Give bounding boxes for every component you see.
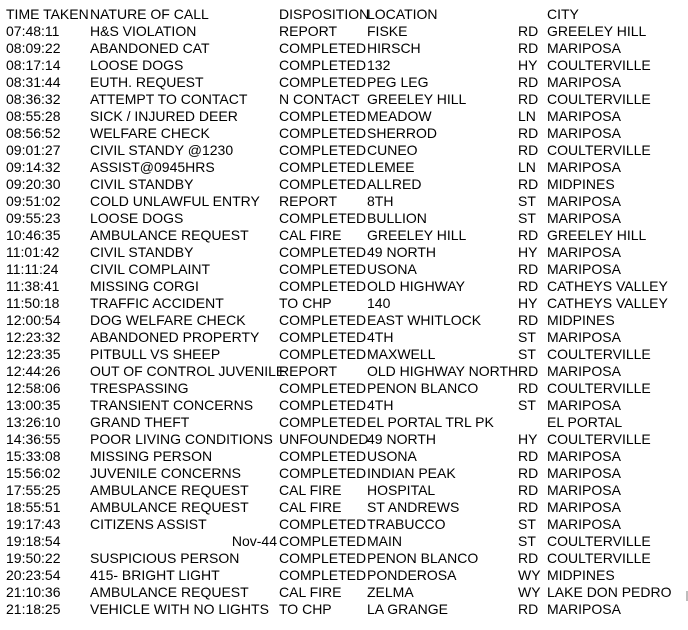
disposition-cell: COMPLETED	[279, 414, 367, 430]
table-row	[0, 465, 688, 482]
disposition-cell: COMPLETED	[279, 567, 367, 583]
disposition-cell: COMPLETED	[279, 329, 367, 345]
street-suffix-cell: RD	[518, 142, 539, 158]
street-suffix-cell: RD	[518, 227, 539, 243]
table-row	[0, 142, 688, 159]
time-cell: 21:18:25	[6, 601, 61, 617]
disposition-cell: REPORT	[279, 193, 338, 209]
location-cell: TRABUCCO	[367, 516, 446, 532]
nature-cell: OUT OF CONTROL JUVENILE	[90, 363, 286, 379]
table-row	[0, 295, 688, 312]
location-cell: EAST WHITLOCK	[367, 312, 482, 328]
table-row	[0, 108, 688, 125]
nature-cell: ABANDONED CAT	[90, 40, 210, 56]
nature-cell: AMBULANCE REQUEST	[90, 499, 249, 515]
street-suffix-cell: RD	[518, 23, 539, 39]
header-nature-of-call: NATURE OF CALL	[90, 6, 209, 22]
street-suffix-cell: RD	[518, 550, 539, 566]
header-location: LOCATION	[367, 6, 438, 22]
location-cell: ALLRED	[367, 176, 422, 192]
street-suffix-cell: RD	[518, 465, 539, 481]
time-cell: 11:01:42	[6, 244, 60, 260]
time-cell: 08:31:44	[6, 74, 61, 90]
location-cell: PONDEROSA	[367, 567, 457, 583]
time-cell: 12:44:26	[6, 363, 61, 379]
disposition-cell: COMPLETED	[279, 448, 367, 464]
table-row	[0, 210, 688, 227]
city-cell: MARIPOSA	[547, 125, 621, 141]
city-cell: MIDPINES	[547, 176, 615, 192]
table-row	[0, 244, 688, 261]
header-row	[0, 6, 688, 23]
disposition-cell: COMPLETED	[279, 278, 367, 294]
time-cell: 09:01:27	[6, 142, 61, 158]
location-cell: LEMEE	[367, 159, 415, 175]
street-suffix-cell: RD	[518, 601, 539, 617]
street-suffix-cell: RD	[518, 125, 539, 141]
time-cell: 10:46:35	[6, 227, 61, 243]
nature-cell: POOR LIVING CONDITIONS	[90, 431, 273, 447]
city-cell: COULTERVILLE	[547, 346, 651, 362]
location-cell: 4TH	[367, 329, 394, 345]
time-cell: 08:56:52	[6, 125, 61, 141]
city-cell: MARIPOSA	[547, 193, 621, 209]
location-cell: BULLION	[367, 210, 427, 226]
street-suffix-cell: HY	[518, 244, 538, 260]
nature-cell: SUSPICIOUS PERSON	[90, 550, 240, 566]
disposition-cell: COMPLETED	[279, 74, 367, 90]
time-cell: 11:11:24	[6, 261, 59, 277]
time-cell: 12:58:06	[6, 380, 61, 396]
nature-cell: AMBULANCE REQUEST	[90, 584, 249, 600]
street-suffix-cell: RD	[518, 91, 539, 107]
table-row	[0, 499, 688, 516]
time-cell: 19:50:22	[6, 550, 61, 566]
table-row	[0, 40, 688, 57]
disposition-cell: COMPLETED	[279, 465, 367, 481]
table-row	[0, 414, 688, 431]
nature-cell: WELFARE CHECK	[90, 125, 210, 141]
table-row	[0, 380, 688, 397]
city-cell: MARIPOSA	[547, 601, 621, 617]
location-cell: PEG LEG	[367, 74, 429, 90]
table-row	[0, 329, 688, 346]
time-cell: 21:10:36	[6, 584, 61, 600]
table-row	[0, 533, 688, 550]
city-cell: MIDPINES	[547, 567, 615, 583]
table-row	[0, 193, 688, 210]
table-row	[0, 482, 688, 499]
location-cell: USONA	[367, 261, 417, 277]
location-cell: 49 NORTH	[367, 431, 436, 447]
street-suffix-cell: ST	[518, 346, 536, 362]
location-cell: INDIAN PEAK	[367, 465, 456, 481]
disposition-cell: COMPLETED	[279, 550, 367, 566]
nature-cell: CITIZENS ASSIST	[90, 516, 207, 532]
location-cell: FISKE	[367, 23, 408, 39]
street-suffix-cell: ST	[518, 329, 536, 345]
disposition-cell: COMPLETED	[279, 210, 367, 226]
table-row	[0, 125, 688, 142]
city-cell: EL PORTAL	[547, 414, 623, 430]
nature-cell: TRANSIENT CONCERNS	[90, 397, 254, 413]
disposition-cell: COMPLETED	[279, 397, 367, 413]
location-cell: MAXWELL	[367, 346, 436, 362]
city-cell: MARIPOSA	[547, 244, 621, 260]
location-cell: HOSPITAL	[367, 482, 436, 498]
street-suffix-cell: ST	[518, 210, 536, 226]
disposition-cell: REPORT	[279, 363, 338, 379]
time-cell: 13:00:35	[6, 397, 61, 413]
location-cell: USONA	[367, 448, 417, 464]
table-row	[0, 567, 688, 584]
time-cell: 11:38:41	[6, 278, 60, 294]
city-cell: MARIPOSA	[547, 397, 621, 413]
table-row	[0, 159, 688, 176]
street-suffix-cell: RD	[518, 261, 539, 277]
time-cell: 08:17:14	[6, 57, 61, 73]
city-cell: COULTERVILLE	[547, 91, 651, 107]
time-cell: 11:50:18	[6, 295, 60, 311]
nature-cell: COLD UNLAWFUL ENTRY	[90, 193, 260, 209]
city-cell: MARIPOSA	[547, 465, 621, 481]
city-cell: MARIPOSA	[547, 210, 621, 226]
street-suffix-cell: RD	[518, 363, 539, 379]
location-cell: 4TH	[367, 397, 394, 413]
nature-cell: ABANDONED PROPERTY	[90, 329, 260, 345]
city-cell: MARIPOSA	[547, 40, 621, 56]
location-cell: MEADOW	[367, 108, 432, 124]
city-cell: MARIPOSA	[547, 448, 621, 464]
street-suffix-cell: WY	[518, 584, 541, 600]
city-cell: COULTERVILLE	[547, 142, 651, 158]
city-cell: MARIPOSA	[547, 261, 621, 277]
time-cell: 08:09:22	[6, 40, 61, 56]
location-cell: 132	[367, 57, 391, 73]
nature-cell: CIVIL COMPLAINT	[90, 261, 211, 277]
nature-cell: 415- BRIGHT LIGHT	[90, 567, 220, 583]
nature-cell: TRAFFIC ACCIDENT	[90, 295, 224, 311]
street-suffix-cell: LN	[518, 159, 536, 175]
time-cell: 20:23:54	[6, 567, 61, 583]
table-row	[0, 346, 688, 363]
city-cell: MARIPOSA	[547, 499, 621, 515]
nature-cell: PITBULL VS SHEEP	[90, 346, 221, 362]
location-cell: PENON BLANCO	[367, 380, 479, 396]
table-row	[0, 23, 688, 40]
time-cell: 13:26:10	[6, 414, 61, 430]
location-cell: OLD HIGHWAY NORTH	[367, 363, 519, 379]
table-row	[0, 227, 688, 244]
street-suffix-cell: HY	[518, 295, 538, 311]
time-cell: 08:36:32	[6, 91, 61, 107]
city-cell: COULTERVILLE	[547, 57, 651, 73]
street-suffix-cell: ST	[518, 397, 536, 413]
time-cell: 19:18:54	[6, 533, 61, 549]
location-cell: MAIN	[367, 533, 402, 549]
city-cell: CATHEYS VALLEY	[547, 295, 668, 311]
city-cell: LAKE DON PEDRO	[547, 584, 672, 600]
disposition-cell: UNFOUNDED	[279, 431, 369, 447]
time-cell: 09:14:32	[6, 159, 61, 175]
city-cell: MARIPOSA	[547, 516, 621, 532]
location-cell: ST ANDREWS	[367, 499, 460, 515]
city-cell: COULTERVILLE	[547, 533, 651, 549]
street-suffix-cell: RD	[518, 176, 539, 192]
disposition-cell: COMPLETED	[279, 57, 367, 73]
location-cell: GREELEY HILL	[367, 91, 467, 107]
nature-cell: LOOSE DOGS	[90, 210, 184, 226]
disposition-cell: CAL FIRE	[279, 499, 342, 515]
city-cell: COULTERVILLE	[547, 431, 651, 447]
location-cell: LA GRANGE	[367, 601, 448, 617]
city-cell: GREELEY HILL	[547, 23, 647, 39]
nature-cell: TRESPASSING	[90, 380, 189, 396]
header-city: CITY	[547, 6, 579, 22]
disposition-cell: CAL FIRE	[279, 227, 342, 243]
nature-cell: LOOSE DOGS	[90, 57, 184, 73]
city-cell: MIDPINES	[547, 312, 615, 328]
time-cell: 12:23:32	[6, 329, 61, 345]
street-suffix-cell: RD	[518, 499, 539, 515]
city-cell: GREELEY HILL	[547, 227, 647, 243]
time-cell: 14:36:55	[6, 431, 61, 447]
location-cell: PENON BLANCO	[367, 550, 479, 566]
nature-cell: ASSIST@0945HRS	[90, 159, 215, 175]
table-row	[0, 431, 688, 448]
nature-cell: MISSING CORGI	[90, 278, 199, 294]
disposition-cell: COMPLETED	[279, 108, 367, 124]
nature-cell: EUTH. REQUEST	[90, 74, 204, 90]
street-suffix-cell: RD	[518, 482, 539, 498]
city-cell: COULTERVILLE	[547, 380, 651, 396]
time-cell: 18:55:51	[6, 499, 61, 515]
time-cell: 09:20:30	[6, 176, 61, 192]
nature-cell: SICK / INJURED DEER	[90, 108, 238, 124]
street-suffix-cell: LN	[518, 108, 536, 124]
location-cell: EL PORTAL TRL PK	[367, 414, 494, 430]
table-row	[0, 176, 688, 193]
street-suffix-cell: RD	[518, 40, 539, 56]
table-row	[0, 601, 688, 618]
table-row	[0, 448, 688, 465]
disposition-cell: COMPLETED	[279, 40, 367, 56]
city-cell: MARIPOSA	[547, 74, 621, 90]
location-cell: HIRSCH	[367, 40, 421, 56]
time-cell: 15:33:08	[6, 448, 61, 464]
table-row	[0, 261, 688, 278]
table-row	[0, 397, 688, 414]
disposition-cell: COMPLETED	[279, 176, 367, 192]
disposition-cell: CAL FIRE	[279, 482, 342, 498]
disposition-cell: COMPLETED	[279, 159, 367, 175]
disposition-cell: COMPLETED	[279, 516, 367, 532]
city-cell: MARIPOSA	[547, 108, 621, 124]
time-cell: 17:55:25	[6, 482, 61, 498]
location-cell: 8TH	[367, 193, 394, 209]
location-cell: 140	[367, 295, 391, 311]
city-cell: MARIPOSA	[547, 159, 621, 175]
table-row	[0, 312, 688, 329]
disposition-cell: COMPLETED	[279, 380, 367, 396]
disposition-cell: TO CHP	[279, 601, 332, 617]
header-time-taken: TIME TAKEN	[6, 6, 89, 22]
table-row	[0, 516, 688, 533]
disposition-cell: COMPLETED	[279, 346, 367, 362]
street-suffix-cell: HY	[518, 57, 538, 73]
table-row	[0, 74, 688, 91]
nature-cell: CIVIL STANDBY	[90, 244, 194, 260]
table-row	[0, 550, 688, 567]
location-cell: ZELMA	[367, 584, 414, 600]
street-suffix-cell: HY	[518, 431, 538, 447]
time-cell: 08:55:28	[6, 108, 61, 124]
time-cell: 07:48:11	[6, 23, 60, 39]
location-cell: CUNEO	[367, 142, 418, 158]
table-row	[0, 91, 688, 108]
street-suffix-cell: RD	[518, 312, 539, 328]
time-cell: 09:51:02	[6, 193, 61, 209]
nature-cell: H&S VIOLATION	[90, 23, 197, 39]
disposition-cell: REPORT	[279, 23, 338, 39]
street-suffix-cell: ST	[518, 533, 536, 549]
street-suffix-cell: WY	[518, 567, 541, 583]
nature-cell: JUVENILE CONCERNS	[90, 465, 241, 481]
street-suffix-cell: RD	[518, 448, 539, 464]
disposition-cell: TO CHP	[279, 295, 332, 311]
disposition-cell: COMPLETED	[279, 142, 367, 158]
nature-cell: CIVIL STANDY @1230	[90, 142, 234, 158]
city-cell: MARIPOSA	[547, 482, 621, 498]
header-disposition: DISPOSITION	[279, 6, 370, 22]
nature-cell: ATTEMPT TO CONTACT	[90, 91, 248, 107]
time-cell: 12:00:54	[6, 312, 61, 328]
street-suffix-cell: RD	[518, 74, 539, 90]
nature-cell: GRAND THEFT	[90, 414, 190, 430]
city-cell: CATHEYS VALLEY	[547, 278, 668, 294]
disposition-cell: COMPLETED	[279, 261, 367, 277]
table-row	[0, 584, 688, 601]
disposition-cell: COMPLETED	[279, 533, 367, 549]
disposition-cell: COMPLETED	[279, 244, 367, 260]
time-cell: 19:17:43	[6, 516, 61, 532]
nature-cell: CIVIL STANDBY	[90, 176, 194, 192]
disposition-cell: N CONTACT	[279, 91, 360, 107]
city-cell: COULTERVILLE	[547, 550, 651, 566]
location-cell: 49 NORTH	[367, 244, 436, 260]
disposition-cell: COMPLETED	[279, 125, 367, 141]
city-cell: MARIPOSA	[547, 329, 621, 345]
time-cell: 09:55:23	[6, 210, 61, 226]
street-suffix-cell: RD	[518, 380, 539, 396]
location-cell: GREELEY HILL	[367, 227, 467, 243]
location-cell: OLD HIGHWAY	[367, 278, 466, 294]
city-cell: MARIPOSA	[547, 363, 621, 379]
nature-cell: VEHICLE WITH NO LIGHTS	[90, 601, 269, 617]
time-cell: 15:56:02	[6, 465, 61, 481]
time-cell: 12:23:35	[6, 346, 61, 362]
date-value-text: Nov-44	[231, 533, 277, 549]
street-suffix-cell: RD	[518, 278, 539, 294]
street-suffix-cell: ST	[518, 193, 536, 209]
table-row	[0, 278, 688, 295]
nature-cell: AMBULANCE REQUEST	[90, 482, 249, 498]
table-row	[0, 363, 688, 380]
nature-cell: MISSING PERSON	[90, 448, 213, 464]
disposition-cell: CAL FIRE	[279, 584, 342, 600]
location-cell: SHERROD	[367, 125, 438, 141]
table-row	[0, 57, 688, 74]
nature-cell: AMBULANCE REQUEST	[90, 227, 249, 243]
disposition-cell: COMPLETED	[279, 312, 367, 328]
street-suffix-cell: ST	[518, 516, 536, 532]
nature-cell: DOG WELFARE CHECK	[90, 312, 246, 328]
